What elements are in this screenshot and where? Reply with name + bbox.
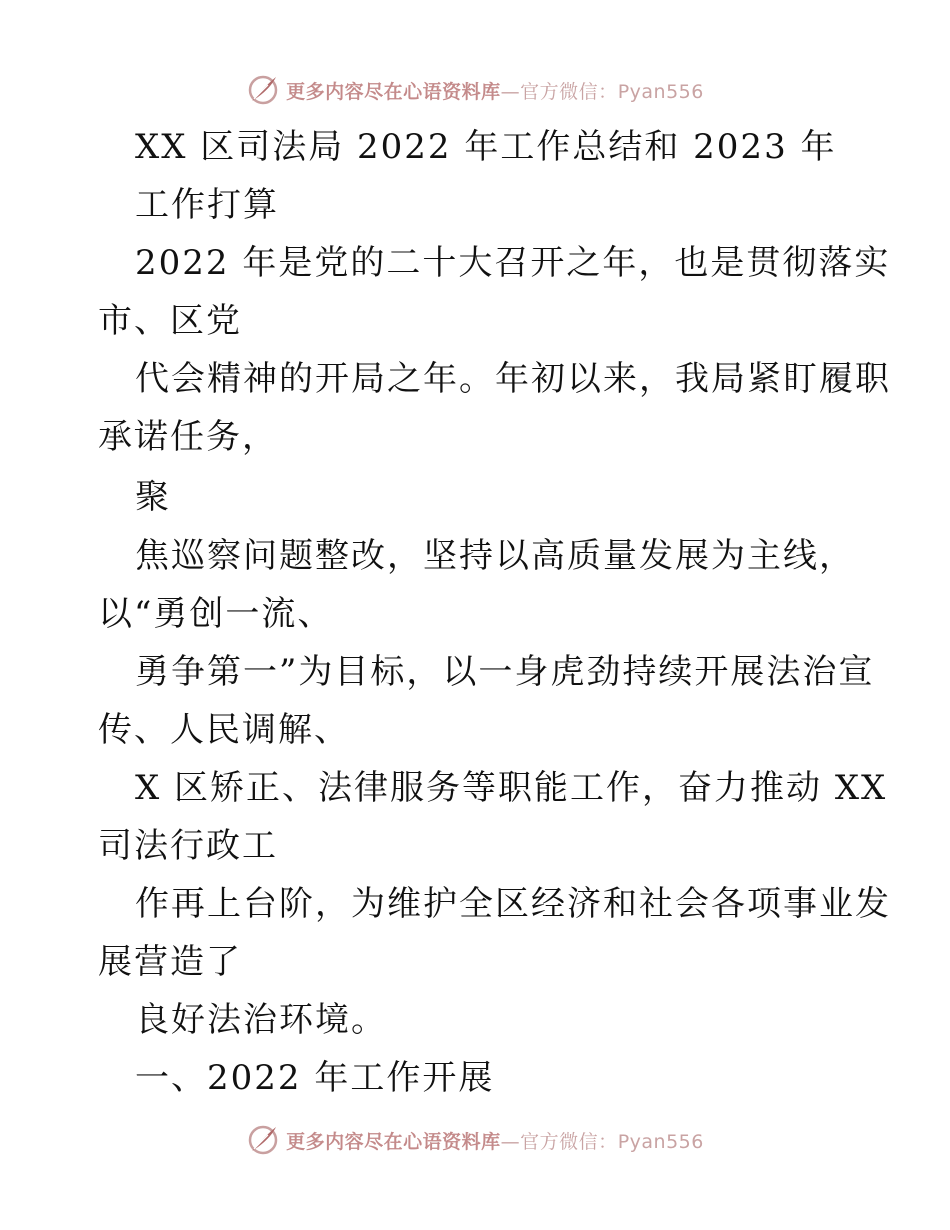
section-heading: 一、2022 年工作开展: [135, 1058, 495, 1098]
paragraph-line: 传、人民调解、: [98, 710, 350, 750]
watermark-dash: —: [500, 1130, 521, 1153]
paragraph-line: X 区矫正、法律服务等职能工作，奋力推动 XX: [135, 768, 888, 808]
paragraph-line: 市、区党: [98, 301, 242, 341]
paragraph-line: 勇争第一”为目标，以一身虎劲持续开展法治宣: [135, 652, 875, 692]
document-title-line-2: 工作打算: [135, 185, 279, 225]
paragraph-line: 代会精神的开局之年。年初以来，我局紧盯履职: [135, 359, 891, 399]
feather-logo-icon: [246, 73, 280, 107]
watermark-id: Pyan556: [617, 1130, 704, 1153]
paragraph-line: 2022 年是党的二十大召开之年，也是贯彻落实: [135, 243, 891, 283]
header-watermark: [0, 72, 950, 108]
paragraph-line: 承诺任务，: [98, 417, 278, 457]
watermark-main: 更多内容尽在心语资料库: [286, 80, 501, 103]
footer-watermark: [0, 1122, 950, 1158]
watermark-wechat: 官方微信：: [520, 80, 618, 103]
paragraph-line: 焦巡察问题整改，坚持以高质量发展为主线，: [135, 536, 855, 576]
feather-logo-icon: [246, 1123, 280, 1157]
watermark-id: Pyan556: [617, 80, 704, 103]
watermark-text: [286, 77, 704, 104]
watermark-dash: —: [500, 80, 521, 103]
paragraph-line: 以“勇创一流、: [98, 594, 334, 634]
watermark-wechat: 官方微信：: [520, 1130, 618, 1153]
document-title-line-1: XX 区司法局 2022 年工作总结和 2023 年: [135, 127, 837, 167]
watermark-text: [286, 1127, 704, 1154]
paragraph-line: 聚: [135, 477, 171, 517]
paragraph-line: 司法行政工: [98, 826, 278, 866]
paragraph-line: 作再上台阶，为维护全区经济和社会各项事业发: [135, 884, 891, 924]
paragraph-line: 展营造了: [98, 942, 242, 982]
watermark-main: 更多内容尽在心语资料库: [286, 1130, 501, 1153]
paragraph-line: 良好法治环境。: [135, 1000, 387, 1040]
